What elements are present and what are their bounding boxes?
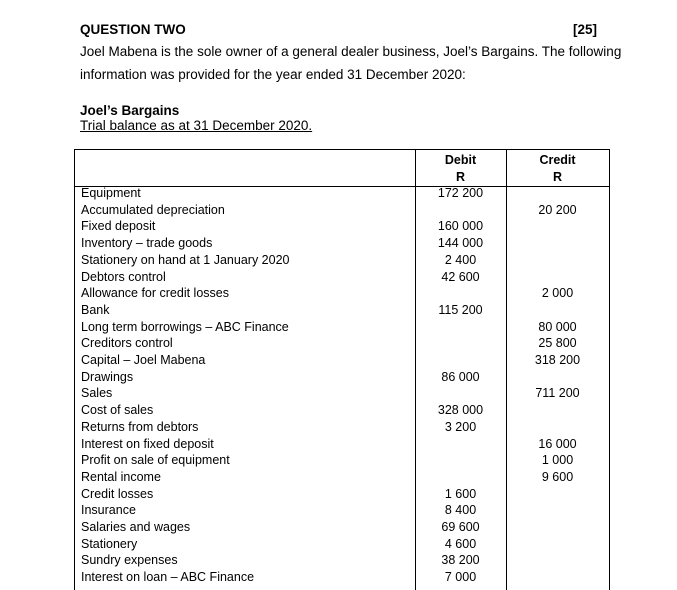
row-description: Stationery [81,536,138,551]
row-debit: 144 000 [437,236,484,251]
row-debit: 38 200 [441,553,480,568]
business-name: Joel’s Bargains [80,103,180,118]
intro-line-2: information was provided for the year ended 31 December 2020: [80,67,466,82]
row-credit: 20 200 [538,202,577,217]
table-row [75,486,609,503]
row-debit: 7 000 [444,570,477,585]
table-row [75,569,609,586]
trial-balance-subtitle: Trial balance as at 31 December 2020. [80,118,313,133]
row-description: Bank [81,302,110,317]
row-debit: 115 200 [438,302,483,317]
row-description: Drawings [81,369,134,384]
row-description: Allowance for credit losses [81,286,229,301]
row-description: Sundry expenses [81,553,178,568]
debit-header-unit: R [455,170,466,184]
table-row [75,402,609,419]
table-row [75,419,609,436]
table-row [75,536,609,553]
table-row [75,502,609,519]
table-row [75,552,609,569]
row-description: Inventory – trade goods [81,236,213,251]
row-description: Stationery on hand at 1 January 2020 [81,252,290,267]
row-credit: 9 600 [541,469,574,484]
row-debit: 4 600 [444,536,477,551]
row-debit: 69 600 [441,520,480,534]
table-row [75,519,609,536]
row-debit: 172 200 [437,186,484,200]
trial-balance-table [74,149,610,590]
table-row [75,436,609,453]
row-description: Cost of sales [81,403,154,418]
row-debit: 2 400 [444,252,477,267]
row-credit: 25 800 [538,336,577,351]
table-row [75,319,609,336]
table-row [75,385,609,402]
row-description: Debtors control [81,269,166,284]
row-description: Creditors control [81,336,173,351]
row-description: Long term borrowings – ABC Finance [81,319,289,334]
row-debit: 42 600 [441,269,480,284]
credit-column-header [506,152,609,186]
row-description: Returns from debtors [81,419,199,434]
table-row [75,335,609,352]
table-row [75,185,609,202]
row-credit: 1 000 [541,453,574,468]
intro-line-1: Joel Mabena is the sole owner of a general dealer business, Joel’s Bargains. The following [80,44,622,59]
table-row [75,252,609,269]
table-row [75,302,609,319]
row-description: Accumulated depreciation [81,202,225,217]
table-row [75,218,609,235]
row-description: Interest on loan – ABC Finance [81,570,255,585]
question-title: QUESTION TWO [80,22,186,37]
debit-column-header [415,152,506,186]
row-description: Sales [81,386,113,401]
row-description: Interest on fixed deposit [81,436,214,451]
table-row [75,235,609,252]
row-debit: 160 000 [437,219,484,234]
table-row [75,269,609,286]
row-credit: 711 200 [535,386,580,401]
table-row [75,369,609,386]
table-row [75,285,609,302]
row-credit: 318 200 [534,353,581,367]
row-description: Credit losses [81,486,154,501]
row-description: Rental income [81,469,161,484]
row-debit: 1 600 [444,486,477,501]
row-description: Equipment [81,186,141,200]
row-debit: 86 000 [441,369,480,384]
row-debit: 8 400 [444,503,477,518]
row-description: Profit on sale of equipment [81,453,230,468]
row-description: Insurance [81,503,136,518]
row-debit: 328 000 [437,403,484,418]
credit-header-label: Credit [539,153,576,167]
table-row [75,452,609,469]
table-row [75,202,609,219]
row-debit: 3 200 [444,419,477,434]
row-description: Capital – Joel Mabena [81,353,206,367]
table-row [75,469,609,486]
row-description: Salaries and wages [81,520,191,534]
question-marks: [25] [572,22,597,37]
table-row [75,352,609,369]
row-credit: 16 000 [538,436,577,451]
debit-header-label: Debit [444,153,477,167]
row-credit: 2 000 [541,286,574,301]
row-description: Fixed deposit [81,219,156,234]
credit-header-unit: R [552,170,563,184]
row-credit: 80 000 [538,319,577,334]
